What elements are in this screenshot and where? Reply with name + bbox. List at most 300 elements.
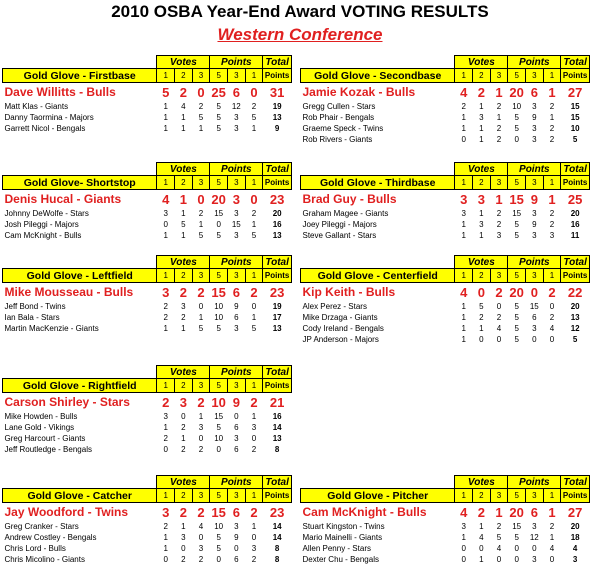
total-points: 20 — [272, 209, 282, 218]
point-value: 5 — [514, 113, 519, 122]
vote-rank-header: 2 — [175, 379, 193, 393]
point-value: 1 — [548, 84, 556, 100]
point-value-header: 5 — [210, 489, 228, 503]
point-value-header: 1 — [543, 489, 561, 503]
player-name: Mario Mainelli - Giants — [302, 533, 383, 542]
point-value: 1 — [251, 124, 257, 133]
total-points: 27 — [567, 84, 583, 100]
total-points: 13 — [272, 434, 282, 443]
point-value: 3 — [234, 324, 239, 333]
point-value: 6 — [530, 504, 538, 520]
winner-row — [301, 190, 590, 209]
award-table-gold-glove-thirdbase — [300, 162, 590, 241]
vote-count: 3 — [181, 302, 186, 311]
vote-rank-header: 2 — [175, 269, 193, 283]
point-value: 10 — [214, 434, 224, 443]
vote-count: 4 — [460, 284, 468, 300]
point-value: 15 — [231, 220, 241, 229]
vote-count: 5 — [198, 113, 204, 122]
vote-count: 0 — [479, 335, 484, 344]
vote-rank-header: 3 — [192, 69, 210, 83]
total-points: 23 — [269, 284, 285, 300]
vote-count: 0 — [198, 434, 204, 443]
award-name: Gold Glove - Pitcher — [301, 489, 455, 503]
vote-count: 0 — [181, 544, 186, 553]
vote-count: 2 — [496, 220, 502, 229]
table-row — [3, 219, 292, 230]
point-value-header: 5 — [210, 269, 228, 283]
vote-count: 0 — [198, 533, 204, 542]
vote-count: 1 — [461, 324, 466, 333]
award-table-gold-glove-centerfield — [300, 255, 590, 345]
vote-count: 2 — [461, 102, 466, 111]
point-value: 0 — [216, 555, 221, 564]
point-value-header: 3 — [227, 379, 245, 393]
total-header: Total — [561, 256, 590, 269]
votes-header: Votes — [157, 163, 210, 176]
vote-count: 1 — [461, 302, 466, 311]
point-value: 1 — [548, 504, 556, 520]
player-name: Graham Magee - Giants — [302, 209, 389, 218]
player-name: Jeff Routledge - Bengals — [4, 445, 92, 454]
vote-rank-header: 1 — [157, 489, 175, 503]
vote-count: 1 — [179, 191, 187, 207]
point-value: 20 — [509, 284, 524, 300]
vote-count: 2 — [181, 423, 186, 432]
header-spacer — [301, 163, 455, 176]
total-points-header: Points — [263, 269, 292, 283]
player-name: Dexter Chu - Bengals — [302, 555, 379, 564]
table-row — [3, 433, 292, 444]
vote-count: 2 — [197, 504, 205, 520]
table-row — [301, 101, 590, 112]
total-points: 11 — [570, 231, 580, 240]
point-value: 1 — [549, 113, 555, 122]
vote-rank-header: 3 — [490, 489, 508, 503]
total-points: 23 — [269, 504, 285, 520]
vote-count: 2 — [496, 313, 502, 322]
player-name: Matt Klas - Giants — [4, 102, 69, 111]
point-value: 3 — [532, 555, 537, 564]
point-value: 3 — [234, 124, 239, 133]
total-points: 18 — [570, 533, 580, 542]
total-points: 8 — [274, 555, 280, 564]
award-table — [300, 55, 590, 145]
point-value: 10 — [214, 313, 224, 322]
point-value: 3 — [251, 544, 257, 553]
winner-row — [3, 283, 292, 302]
votes-header: Votes — [157, 56, 210, 69]
vote-count: 2 — [163, 522, 168, 531]
table-row — [3, 101, 292, 112]
vote-count: 2 — [197, 284, 205, 300]
winner-row — [301, 503, 590, 522]
point-value-header: 3 — [525, 176, 543, 190]
point-value-header: 3 — [525, 489, 543, 503]
vote-count: 1 — [181, 434, 186, 443]
vote-rank-header: 3 — [192, 176, 210, 190]
player-name: Martin MacKenzie - Giants — [4, 324, 99, 333]
vote-rank-header: 1 — [455, 69, 473, 83]
vote-count: 2 — [496, 124, 502, 133]
vote-count: 5 — [162, 84, 170, 100]
header-spacer — [3, 476, 157, 489]
vote-count: 1 — [163, 113, 168, 122]
point-value: 0 — [234, 544, 239, 553]
point-value: 6 — [234, 555, 239, 564]
vote-rank-header: 3 — [192, 379, 210, 393]
vote-count: 1 — [461, 335, 466, 344]
total-points-header: Points — [263, 176, 292, 190]
point-value: 0 — [250, 84, 258, 100]
player-name: Jay Woodford - Twins — [4, 505, 129, 519]
total-points-header: Points — [561, 269, 590, 283]
player-name: Mike Howden - Bulls — [4, 412, 78, 421]
vote-count: 1 — [163, 533, 168, 542]
total-points: 15 — [570, 102, 580, 111]
total-points-header: Points — [263, 379, 292, 393]
vote-count: 2 — [198, 102, 204, 111]
vote-count: 2 — [198, 445, 204, 454]
point-value: 5 — [514, 302, 519, 311]
vote-count: 0 — [461, 555, 466, 564]
player-name: Danny Taormina - Majors — [4, 113, 94, 122]
point-value: 9 — [532, 220, 537, 229]
vote-count: 4 — [460, 504, 468, 520]
total-points: 20 — [570, 522, 580, 531]
total-points-header: Points — [561, 176, 590, 190]
votes-header: Votes — [157, 366, 210, 379]
vote-count: 2 — [198, 555, 204, 564]
point-value-header: 5 — [210, 379, 228, 393]
vote-count: 0 — [461, 544, 466, 553]
player-name: Gregg Cullen - Stars — [302, 102, 376, 111]
total-header: Total — [263, 366, 292, 379]
header-spacer — [301, 256, 455, 269]
point-value: 5 — [216, 124, 221, 133]
total-points: 14 — [272, 423, 282, 432]
point-value-header: 5 — [508, 176, 526, 190]
point-value: 1 — [251, 522, 257, 531]
table-row — [301, 230, 590, 241]
vote-count: 1 — [495, 84, 503, 100]
point-value: 0 — [514, 135, 519, 144]
points-header: Points — [508, 163, 561, 176]
votes-header: Votes — [455, 163, 508, 176]
player-name: Andrew Costley - Bengals — [4, 533, 97, 542]
point-value: 3 — [532, 102, 537, 111]
award-table-gold-glove-pitcher — [300, 475, 590, 565]
award-table — [2, 255, 292, 334]
vote-count: 2 — [179, 84, 187, 100]
vote-count: 4 — [198, 522, 204, 531]
point-value: 3 — [234, 522, 239, 531]
point-value: 10 — [512, 102, 522, 111]
vote-count: 1 — [181, 522, 186, 531]
vote-count: 3 — [479, 113, 484, 122]
player-name: Jamie Kozak - Bulls — [302, 85, 416, 99]
point-value: 1 — [251, 220, 257, 229]
award-name: Gold Glove - Rightfield — [3, 379, 157, 393]
total-points: 13 — [570, 313, 580, 322]
player-name: Steve Gallant - Stars — [302, 231, 377, 240]
point-value: 1 — [548, 191, 556, 207]
point-value: 3 — [234, 231, 239, 240]
table-row — [3, 554, 292, 565]
point-value: 5 — [251, 231, 257, 240]
award-table-gold-glove-rightfield — [2, 365, 292, 455]
vote-count: 1 — [461, 533, 466, 542]
header-spacer — [3, 56, 157, 69]
point-value: 0 — [549, 335, 555, 344]
total-header: Total — [561, 163, 590, 176]
vote-count: 3 — [162, 284, 170, 300]
vote-count: 0 — [163, 445, 168, 454]
award-name: Gold Glove - Catcher — [3, 489, 157, 503]
total-points: 17 — [272, 313, 282, 322]
table-row — [301, 312, 590, 323]
vote-count: 4 — [496, 544, 502, 553]
point-value: 0 — [251, 533, 257, 542]
award-name: Gold Glove- Shortstop — [3, 176, 157, 190]
total-header: Total — [263, 56, 292, 69]
point-value: 9 — [530, 191, 538, 207]
total-points: 4 — [572, 544, 578, 553]
vote-count: 3 — [162, 504, 170, 520]
votes-header: Votes — [455, 256, 508, 269]
vote-count: 4 — [181, 102, 186, 111]
player-name: Kip Keith - Bulls — [302, 285, 396, 299]
point-value: 3 — [532, 135, 537, 144]
point-value-header: 3 — [227, 69, 245, 83]
point-value: 2 — [549, 135, 555, 144]
vote-count: 5 — [479, 302, 484, 311]
point-value-header: 3 — [525, 269, 543, 283]
total-points: 15 — [570, 113, 580, 122]
point-value: 6 — [532, 313, 537, 322]
total-points: 8 — [274, 445, 280, 454]
point-value: 5 — [514, 124, 519, 133]
votes-header: Votes — [157, 256, 210, 269]
table-row — [301, 532, 590, 543]
vote-count: 2 — [477, 504, 485, 520]
point-value: 3 — [251, 423, 257, 432]
point-value: 3 — [234, 113, 239, 122]
point-value: 5 — [514, 335, 519, 344]
point-value: 2 — [549, 124, 555, 133]
table-row — [3, 521, 292, 532]
point-value-header: 3 — [227, 269, 245, 283]
total-points-header: Points — [263, 69, 292, 83]
point-value: 6 — [234, 445, 239, 454]
point-value: 3 — [532, 231, 537, 240]
point-value: 10 — [214, 302, 224, 311]
player-name: Allen Penny - Stars — [302, 544, 371, 553]
player-name: Graeme Speck - Twins — [302, 124, 384, 133]
points-header: Points — [508, 56, 561, 69]
vote-count: 1 — [198, 220, 204, 229]
point-value: 2 — [548, 284, 556, 300]
point-value: 3 — [549, 231, 555, 240]
vote-count: 3 — [479, 220, 484, 229]
vote-count: 1 — [198, 124, 204, 133]
vote-count: 0 — [479, 544, 484, 553]
point-value: 6 — [234, 423, 239, 432]
vote-count: 2 — [479, 313, 484, 322]
player-name: Johnny DeWolfe - Stars — [4, 209, 89, 218]
vote-count: 3 — [461, 209, 466, 218]
table-row — [3, 123, 292, 134]
vote-count: 3 — [163, 412, 168, 421]
votes-header: Votes — [455, 56, 508, 69]
vote-count: 1 — [479, 522, 484, 531]
point-value: 15 — [211, 504, 226, 520]
point-value: 2 — [251, 555, 257, 564]
point-value-header: 1 — [245, 176, 263, 190]
point-value: 15 — [211, 284, 226, 300]
vote-rank-header: 2 — [473, 69, 491, 83]
point-value: 3 — [532, 324, 537, 333]
winner-row — [301, 83, 590, 102]
player-name: Denis Hucal - Giants — [4, 192, 122, 206]
vote-count: 1 — [461, 220, 466, 229]
point-value: 1 — [549, 533, 555, 542]
total-points: 21 — [269, 394, 285, 410]
player-name: JP Anderson - Majors — [302, 335, 379, 344]
vote-count: 1 — [181, 209, 186, 218]
point-value: 3 — [234, 434, 239, 443]
award-table — [300, 475, 590, 565]
point-value: 5 — [251, 324, 257, 333]
total-points: 27 — [567, 504, 583, 520]
vote-count: 0 — [197, 191, 205, 207]
point-value-header: 5 — [210, 176, 228, 190]
vote-rank-header: 1 — [157, 176, 175, 190]
player-name: Cam McKnight - Bulls — [4, 231, 82, 240]
point-value: 2 — [549, 220, 555, 229]
vote-rank-header: 3 — [490, 176, 508, 190]
vote-count: 2 — [179, 504, 187, 520]
vote-count: 1 — [479, 124, 484, 133]
vote-count: 2 — [181, 445, 186, 454]
point-value: 20 — [509, 84, 524, 100]
vote-rank-header: 2 — [175, 489, 193, 503]
point-value: 10 — [211, 394, 226, 410]
vote-count: 1 — [496, 113, 502, 122]
vote-count: 4 — [479, 533, 484, 542]
table-row — [301, 543, 590, 554]
vote-count: 2 — [198, 209, 204, 218]
total-points: 23 — [269, 191, 285, 207]
conference-subtitle: Western Conference — [217, 25, 383, 44]
point-value: 5 — [251, 113, 257, 122]
total-points: 13 — [272, 113, 282, 122]
award-name: Gold Glove - Firstbase — [3, 69, 157, 83]
point-value: 3 — [532, 209, 537, 218]
point-value-header: 1 — [245, 489, 263, 503]
vote-count: 0 — [496, 302, 502, 311]
point-value-header: 5 — [210, 69, 228, 83]
vote-count: 1 — [461, 113, 466, 122]
award-table — [300, 255, 590, 345]
point-value: 9 — [532, 113, 537, 122]
point-value: 5 — [216, 324, 221, 333]
point-value-header: 3 — [525, 69, 543, 83]
point-value-header: 5 — [508, 269, 526, 283]
table-row — [3, 323, 292, 334]
total-points: 10 — [570, 124, 580, 133]
point-value: 3 — [532, 522, 537, 531]
player-name: Mike Mousseau - Bulls — [4, 285, 134, 299]
point-value: 5 — [514, 533, 519, 542]
player-name: Alex Perez - Stars — [302, 302, 367, 311]
vote-rank-header: 1 — [455, 269, 473, 283]
points-header: Points — [508, 256, 561, 269]
table-row — [301, 208, 590, 219]
award-table — [2, 365, 292, 455]
vote-count: 0 — [496, 555, 502, 564]
points-header: Points — [210, 256, 263, 269]
vote-count: 2 — [477, 84, 485, 100]
table-row — [301, 334, 590, 345]
header-spacer — [3, 256, 157, 269]
vote-count: 1 — [495, 191, 503, 207]
vote-rank-header: 1 — [157, 69, 175, 83]
point-value-header: 1 — [543, 176, 561, 190]
vote-count: 2 — [163, 313, 168, 322]
vote-count: 2 — [163, 302, 168, 311]
player-name: Brad Guy - Bulls — [302, 192, 397, 206]
point-value: 5 — [216, 231, 221, 240]
total-points: 19 — [272, 102, 282, 111]
point-value: 5 — [216, 544, 221, 553]
vote-rank-header: 2 — [175, 176, 193, 190]
point-value: 4 — [549, 544, 555, 553]
player-name: Rob Phair - Bengals — [302, 113, 375, 122]
vote-count: 1 — [163, 423, 168, 432]
vote-count: 1 — [163, 124, 168, 133]
header-spacer — [301, 476, 455, 489]
vote-rank-header: 3 — [490, 269, 508, 283]
vote-count: 5 — [496, 533, 502, 542]
point-value: 0 — [250, 191, 258, 207]
point-value-header: 3 — [227, 489, 245, 503]
total-points: 14 — [272, 522, 282, 531]
total-header: Total — [561, 56, 590, 69]
point-value-header: 1 — [245, 269, 263, 283]
vote-count: 1 — [461, 124, 466, 133]
total-points: 5 — [572, 335, 578, 344]
award-table — [2, 475, 292, 565]
point-value: 6 — [232, 84, 240, 100]
point-value: 15 — [214, 412, 224, 421]
vote-rank-header: 1 — [455, 489, 473, 503]
vote-rank-header: 1 — [157, 379, 175, 393]
total-points: 8 — [274, 544, 280, 553]
point-value: 20 — [509, 504, 524, 520]
table-row — [3, 112, 292, 123]
point-value: 5 — [514, 231, 519, 240]
vote-count: 2 — [181, 313, 186, 322]
player-name: Cam McKnight - Bulls — [302, 505, 427, 519]
player-name: Dave Willitts - Bulls — [4, 85, 116, 99]
point-value: 2 — [250, 394, 258, 410]
total-points: 9 — [274, 124, 280, 133]
point-value: 0 — [514, 555, 519, 564]
vote-count: 1 — [181, 231, 186, 240]
header-spacer — [3, 366, 157, 379]
winner-row — [3, 83, 292, 102]
